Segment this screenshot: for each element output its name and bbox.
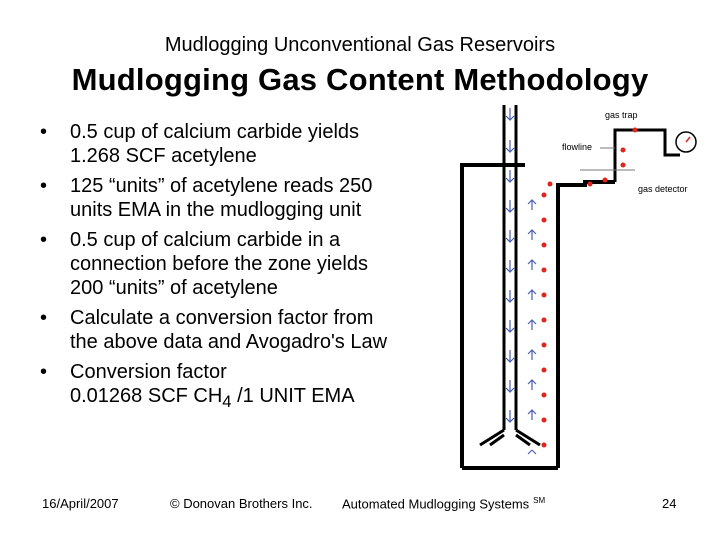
up-flow-arrows [528,200,536,454]
bullet-item [40,306,470,354]
bullet-text: units EMA in the mudlogging unit [70,199,362,221]
gas-bubble-dots [542,128,638,448]
bullet-dot: • [40,121,48,143]
gas-trap-label: gas trap [605,110,638,120]
bullet-item [40,120,470,168]
page-number: 24 [662,496,677,511]
casing [462,165,615,468]
bullet-text: 125 “units” of acetylene reads 250 [70,175,373,197]
gas-trap-line [615,130,680,182]
bullet-text: 200 “units” of acetylene [70,277,278,299]
footer-copyright: © Donovan Brothers Inc. [170,496,313,511]
bullet-dot: • [40,361,48,383]
bullet-text: 0.01268 SCF $CH_4$ /1 UNIT EMA [70,385,355,411]
bullet-item [40,360,470,414]
bullet-text: 1.268 SCF acetylene [70,145,257,167]
footer-system: Automated Mudlogging Systems ℠ [342,496,546,512]
slide-subtitle: Mudlogging Unconventional Gas Reservoirs [164,34,556,56]
bullet-dot: • [40,307,48,329]
bullet-list [40,120,470,420]
bullet-dot: • [40,175,48,197]
drill-pipe [480,105,540,445]
bullet-text: 0.5 cup of calcium carbide in a [70,229,341,251]
bullet-item [40,228,470,300]
bullet-text: Conversion factor [70,361,227,383]
bullet-dot: • [40,229,48,251]
bullet-item [40,174,470,222]
down-flow-arrows [506,108,514,422]
bullet-text: 0.5 cup of calcium carbide yields [70,121,360,143]
gas-detector-label: gas detector [638,184,688,194]
wellbore-diagram [440,100,710,470]
flowline-label: flowline [562,142,593,152]
bullet-text: Calculate a conversion factor from [70,307,374,329]
bullet-text: the above data and Avogadro's Law [70,331,388,353]
slide-title: Mudlogging Gas Content Methodology [71,62,649,97]
footer-date: 16/April/2007 [42,496,119,511]
bullet-text: connection before the zone yields [70,253,368,275]
